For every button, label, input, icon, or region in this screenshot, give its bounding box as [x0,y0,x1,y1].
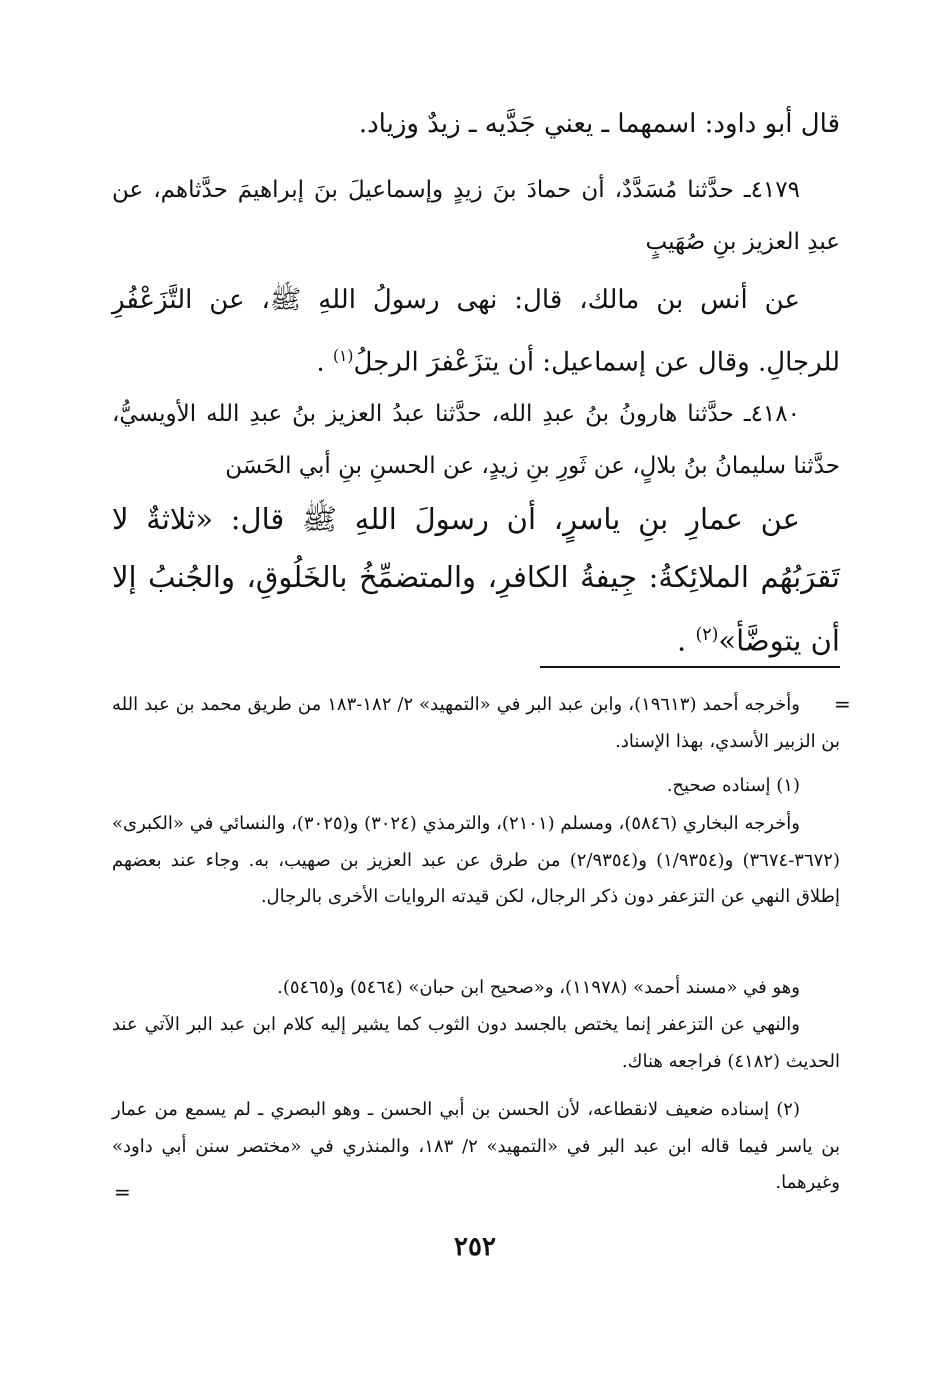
footnote-1-remark [112,1007,840,1080]
hadith-4179-matn: عن أنس بن مالك، قال: نهى رسولُ اللهِ ﷺ، عن التَّزَعْفُرِ للرجالِ. وقال عن إسماعيل: أن يتزَعْفرَ الرجلُ$^{(١)}$ . [112,285,840,378]
footnote-1-heading-text: (١) إسناده صحيح. [666,775,800,796]
footnote-1-sources-text: وأخرجه البخاري (٥٨٤٦)، ومسلم (٢١٠١)، والترمذي (٣٠٢٤) و(٣٠٢٥)، والنسائي في «الكبرى» (٣٦٧٢-٣٦٧٤) و(١/٩٣٥٤) و(٢/٩٣٥٤) من طرق عن عبد العزيز بن صهيب، به. وجاء عند بعضهم إطلاق النهي عن التزعفر دون ذكر الرجال، لكن قيدته الروايات الأخرى بالرجال. [112,813,840,907]
footnote-2-text: (٢) إسناده ضعيف لانقطاعه، لأن الحسن بن أبي الحسن ـ وهو البصري ـ لم يسمع من عمار بن ياسر فيما قاله ابن عبد البر في «التمهيد» ٢/ ١٨٣، والمنذري في «مختصر سنن أبي داود» وغيرهما. [112,1099,840,1193]
footnote-separator [540,666,840,668]
hadith-4179-isnad [112,164,840,268]
footnote-1-musnad [112,970,840,1007]
footnote-continued [112,687,840,760]
footnote-1-sources [112,806,840,916]
footnote-2 [112,1092,840,1202]
footnote-1-heading [112,768,840,805]
footnote-1-musnad-text: وهو في «مسند أحمد» (١١٩٧٨)، و«صحيح ابن حبان» (٥٤٦٤) و(٥٤٦٥). [277,977,800,998]
narrator-note-text: قال أبو داود: اسمهما ـ يعني جَدَّيه ـ زيدٌ وزياد. [358,109,840,139]
hadith-4180-isnad-text: ٤١٨٠ـ حدَّثنا هارونُ بنُ عبدِ الله، حدَّثنا عبدُ العزيز بنُ عبدِ الله الأويسيُّ، حدَّثنا سليمانُ بنُ بلالٍ، عن ثَورِ بنِ زيدٍ، عن الحسنِ بنِ أبي الحَسَن [112,401,840,479]
continuation-mark-bottom: = [114,1180,131,1204]
narrator-note [112,96,840,152]
hadith-4180-matn-text: عن عمارِ بنِ ياسرٍ، أن رسولَ اللهِ ﷺ قال: «ثلاثةٌ لا تَقرَبُهُم الملائِكةُ: جِيفةُ الكافرِ، والمتضمِّخُ بالخَلُوقِ، والجُنبُ إلا أن يتوضَّأ» [112,502,840,658]
footnote-continued-text: وأخرجه أحمد (١٩٦١٣)، وابن عبد البر في «التمهيد» ٢/ ١٨٢-١٨٣ من طريق محمد بن عبد الله بن الزبير الأسدي، بهذا الإسناد. [112,694,840,752]
hadith-4180-isnad [112,388,840,492]
hadith-4180-matn: عن عمارِ بنِ ياسرٍ، أن رسولَ اللهِ ﷺ قال: «ثلاثةٌ لا تَقرَبُهُم الملائِكةُ: جِيفةُ الكافرِ، والمتضمِّخُ بالخَلُوقِ، والجُنبُ إلا أن يتوضَّأ»$^{(٢)}$ . [112,502,840,658]
hadith-4179-isnad-text: ٤١٧٩ـ حدَّثنا مُسَدَّدٌ، أن حمادَ بنَ زيدٍ وإسماعيلَ بنَ إبراهيمَ حدَّثاهم، عن عبدِ العزيز بنِ صُهَيبٍ [112,177,840,255]
continuation-mark-top: = [834,692,851,716]
footnote-ref-2[interactable]: (٢) [695,625,719,645]
footnote-ref-1[interactable]: (١) [332,347,354,365]
footnote-1-remark-text: والنهي عن التزعفر إنما يختص بالجسد دون الثوب كما يشير إليه كلام ابن عبد البر الآتي عند الحديث (٤١٨٢) فراجعه هناك. [112,1014,840,1072]
hadith-4179-matn-text: عن أنس بن مالك، قال: نهى رسولُ اللهِ ﷺ، عن التَّزَعْفُرِ للرجالِ. وقال عن إسماعيل: أن يتزَعْفرَ الرجلُ [112,285,840,378]
page-number: ٢٥٢ [454,1232,496,1262]
